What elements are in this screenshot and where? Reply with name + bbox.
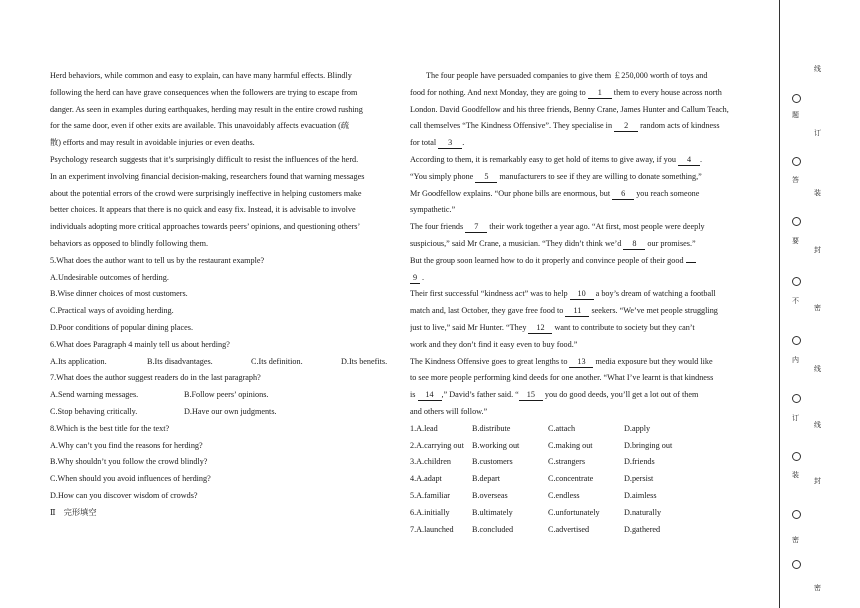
q8-option-d[interactable]: D.How can you discover wisdom of crowds? [50, 490, 198, 500]
question-6: 6.What does Paragraph 4 mainly tell us about herding? [50, 339, 230, 349]
q8-option-c[interactable]: C.When should you avoid influences of herding? [50, 474, 211, 484]
cloze-line: call themselves “The Kindness Offensive”. They specialise in 2 random acts of kindness [410, 121, 720, 131]
cloze-line: According to them, it is remarkably easy to get hold of items to give away, if you 4 . [410, 154, 703, 164]
binding-circle [792, 560, 801, 569]
q8-option-a[interactable]: A.Why can’t you find the reasons for herding? [50, 440, 203, 450]
option-choice[interactable]: B.depart [472, 474, 500, 484]
passage-line: danger. As seen in examples during earthquakes, herding may result in the entire crowd rushing [50, 104, 363, 114]
q5-option-d[interactable]: D.Poor conditions of popular dining places. [50, 322, 194, 332]
blank-13[interactable]: 13 [569, 357, 593, 368]
option-choice[interactable]: 4.A.adapt [410, 474, 442, 484]
passage-line: about the potential errors of the crowd were surprisingly ineffective in helping customers make [50, 188, 362, 198]
cloze-line: suspicious,” said Mr Crane, a musician. “They didn’t think we’d 8 our promises.” [410, 238, 696, 248]
binding-circle [792, 336, 801, 345]
blank-5[interactable]: 5 [475, 172, 497, 183]
option-choice[interactable]: C.attach [548, 423, 576, 433]
question-5: 5.What does the author want to tell us by the restaurant example? [50, 255, 265, 265]
cloze-line: just to live,” said Mr Hunter. “They 12 want to contribute to society but they can’t [410, 322, 695, 332]
q7-options [50, 387, 395, 404]
blank-6[interactable]: 6 [612, 189, 634, 200]
option-choice[interactable]: C.unfortunately [548, 507, 600, 517]
cloze-line: work and they don’t find it easy even to buy food.” [410, 339, 578, 349]
blank-2[interactable]: 2 [614, 121, 638, 132]
cloze-line: But the group soon learned how to do it properly and convince people of their good [410, 253, 755, 270]
blank-7[interactable]: 7 [465, 222, 487, 233]
cloze-line: London. David Goodfellow and his three friends, Benny Crane, James Hunter and Callum Teach, [410, 104, 729, 114]
binding-char: 装 [814, 189, 821, 197]
option-choice[interactable]: D.persist [624, 474, 654, 484]
binding-char: 要 [792, 237, 799, 245]
cloze-line: Mr Goodfellow explains. “Our phone bills are enormous, but 6 you reach someone [410, 188, 700, 198]
option-choice[interactable]: 5.A.familiar [410, 490, 451, 500]
q7-option-c[interactable]: C.Stop behaving critically. [50, 406, 138, 416]
cloze-line: Their first successful “kindness act” was to help 10 a boy’s dream of watching a football [410, 289, 716, 299]
q6-option-d[interactable]: D.Its benefits. [341, 356, 388, 366]
option-choice[interactable]: B.working out [472, 440, 520, 450]
passage-line: for the same door, even if other exits are available. This unavoidably affects evacuation (疏 [50, 121, 350, 131]
q7-option-d[interactable]: D.Have our own judgments. [184, 406, 277, 416]
passage-line: better choices. It appears that there is no quick and easy fix. Instead, it is advisable to involve [50, 205, 356, 215]
option-choice[interactable]: D.bringing out [624, 440, 673, 450]
option-row [410, 522, 755, 539]
passage-line: 散) efforts and may result in avoidable injuries or even deaths. [50, 138, 255, 148]
q7-options [50, 404, 395, 421]
binding-char: 密 [814, 584, 821, 592]
blank-12[interactable]: 12 [528, 323, 552, 334]
option-row [410, 488, 755, 505]
binding-line [779, 0, 780, 608]
option-choice[interactable]: 1.A.lead [410, 423, 438, 433]
blank-15[interactable]: 15 [519, 390, 543, 401]
option-choice[interactable]: B.overseas [472, 490, 508, 500]
passage-line: Psychology research suggests that it’s surprisingly difficult to resist the influences of the herd. [50, 154, 359, 164]
option-choice[interactable]: C.endless [548, 490, 580, 500]
cloze-line: and others will follow.” [410, 406, 488, 416]
binding-circle [792, 277, 801, 286]
option-choice[interactable]: B.customers [472, 457, 513, 467]
q5-option-c[interactable]: C.Practical ways of avoiding herding. [50, 306, 174, 316]
blank-3[interactable]: 3 [438, 138, 462, 149]
binding-char: 订 [814, 129, 821, 137]
option-row [410, 454, 755, 471]
question-7: 7.What does the author suggest readers do in the last paragraph? [50, 373, 261, 383]
q5-option-b[interactable]: B.Wise dinner choices of most customers. [50, 289, 188, 299]
option-choice[interactable]: D.aimless [624, 490, 657, 500]
blank-8[interactable]: 8 [623, 239, 645, 250]
binding-char: 答 [792, 176, 799, 184]
binding-char: 订 [792, 414, 799, 422]
binding-char: 线 [814, 421, 821, 429]
option-choice[interactable]: B.concluded [472, 524, 514, 534]
option-row [410, 438, 755, 455]
cloze-line: to see more people performing kind deeds for one another. “What I’ve learnt is that kindness [410, 373, 714, 383]
question-8: 8.Which is the best title for the text? [50, 423, 170, 433]
binding-circle [792, 452, 801, 461]
binding-char: 密 [814, 304, 821, 312]
binding-circle [792, 157, 801, 166]
binding-circle [792, 217, 801, 226]
blank-14[interactable]: 14 [418, 390, 442, 401]
option-choice[interactable]: 3.A.children [410, 457, 451, 467]
cloze-line: The four friends 7 their work together a year ago. “At first, most people were deeply [410, 222, 705, 232]
right-column [410, 68, 755, 538]
cloze-line: The Kindness Offensive goes to great lengths to 13 media exposure but they would like [410, 356, 713, 366]
binding-char: 封 [814, 477, 821, 485]
binding-char: 密 [792, 536, 799, 544]
q5-option-a[interactable]: A.Undesirable outcomes of herding. [50, 272, 169, 282]
cloze-line: for total 3 . [410, 138, 465, 148]
cloze-line: match and, last October, they gave free food to 11 seekers. “We’ve met people struggling [410, 306, 718, 316]
cloze-line: is 14 ,” David’s father said. “ 15 you do good deeds, you’ll get a lot out of them [410, 390, 699, 400]
option-row [410, 471, 755, 488]
option-choice[interactable]: 2.A.carrying out [410, 440, 464, 450]
q8-option-b[interactable]: B.Why shouldn’t you follow the crowd blindly? [50, 457, 208, 467]
binding-char: 线 [814, 365, 821, 373]
q6-option-b[interactable]: B.Its disadvantages. [147, 356, 213, 366]
q6-option-a[interactable]: A.Its application. [50, 356, 107, 366]
q6-options [50, 354, 395, 371]
passage-line: Herd behaviors, while common and easy to explain, can have many harmful effects. Blindly [50, 71, 352, 80]
passage-line: following the herd can have grave consequences when the followers are trying to escape from [50, 87, 358, 97]
passage-line: behaviors as opposed to blindly following them. [50, 238, 209, 248]
option-choice[interactable]: D.gathered [624, 524, 661, 534]
blank-9[interactable]: 9 [410, 273, 420, 284]
option-choice[interactable]: C.advertised [548, 524, 590, 534]
option-choice[interactable]: C.concentrate [548, 474, 594, 484]
blank-1[interactable]: 1 [588, 88, 612, 99]
binding-char: 线 [814, 65, 821, 73]
binding-char: 内 [792, 356, 799, 364]
cloze-line: 9 . [410, 270, 755, 287]
option-choice[interactable]: 6.A.initially [410, 507, 450, 517]
binding-char: 装 [792, 471, 799, 479]
passage-line: individuals adopting more critical approaches towards peers’ opinions, and questioning others’ [50, 222, 361, 232]
option-choice[interactable]: C.strangers [548, 457, 586, 467]
binding-circle [792, 510, 801, 519]
binding-circle [792, 394, 801, 403]
binding-circle [792, 94, 801, 103]
option-choice[interactable]: B.ultimately [472, 507, 513, 517]
left-column [50, 68, 395, 522]
blank-11[interactable]: 11 [565, 306, 589, 317]
option-choice[interactable]: D.friends [624, 457, 655, 467]
option-choice[interactable]: C.making out [548, 440, 593, 450]
option-choice[interactable]: D.naturally [624, 507, 662, 517]
cloze-options [410, 421, 755, 539]
option-choice[interactable]: B.distribute [472, 423, 511, 433]
option-choice[interactable]: D.apply [624, 423, 651, 433]
binding-char: 题 [792, 111, 799, 119]
binding-char: 不 [792, 297, 799, 305]
binding-char: 封 [814, 246, 821, 254]
section-heading: Ⅱ 完形填空 [50, 507, 97, 517]
cloze-line: sympathetic.” [410, 205, 456, 215]
q7-option-b[interactable]: B.Follow peers’ opinions. [184, 390, 269, 400]
option-choice[interactable]: 7.A.launched [410, 524, 454, 534]
option-row [410, 421, 755, 438]
blank-10[interactable]: 10 [570, 289, 594, 300]
q7-option-a[interactable]: A.Send warning messages. [50, 390, 139, 400]
cloze-line: The four people have persuaded companies to give them ￡250,000 worth of toys and [426, 71, 708, 80]
cloze-line: food for nothing. And next Monday, they are going to 1 them to every house across north [410, 87, 722, 97]
cloze-line: “You simply phone 5 manufacturers to see if they are willing to donate something,” [410, 171, 702, 181]
q6-option-c[interactable]: C.Its definition. [251, 356, 303, 366]
passage-line: In an experiment involving financial decision-making, researchers found that warning messages [50, 171, 365, 181]
blank-4[interactable]: 4 [678, 155, 700, 166]
option-row [410, 505, 755, 522]
